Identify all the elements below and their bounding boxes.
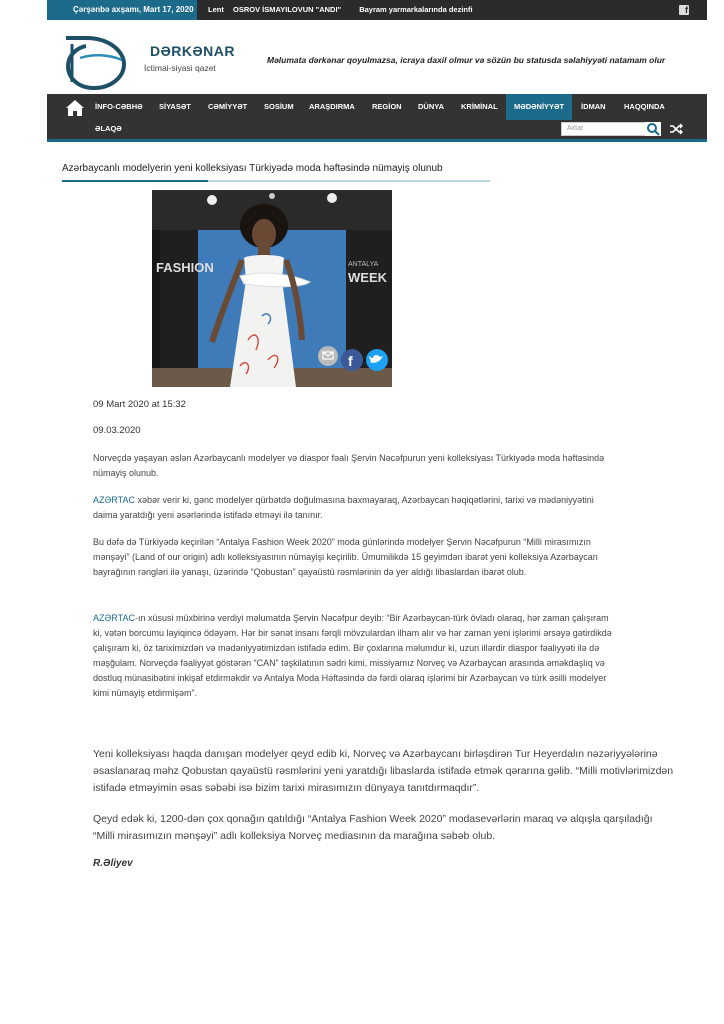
logo-icon[interactable] bbox=[62, 34, 128, 90]
top-bar bbox=[47, 0, 707, 20]
source-link[interactable]: AZƏRTAC bbox=[93, 495, 135, 505]
brand-subtitle: İctimai-siyasi qazet bbox=[144, 63, 216, 73]
paragraph: Bu dəfə də Türkiyədə keçirilən “Antalya Fashion Week 2020” moda günlərində modelyer Şervin Nəcəfpurun “Milli mirasımızın mənşəyi” (Land of our origin) adlı kolleksiyasının nümayişi keçirilib. Ümumilikdə 15 geyimdən ibarət yeni kolleksiya Azərbaycan bayrağının rəngləri ilə yanaşı, üzərində “Qobustan” qayaüstü rəsmlərinin də yer aldığı libaslardan ibarət olub. bbox=[93, 537, 598, 577]
paragraph: AZƏRTAC-ın xüsusi müxbirinə verdiyi məlumatda Şervin Nəcəfpur deyib: “Bir Azərbaycan-türk övladı olaraq, hər zaman çalışıram ki, vətən borcumu layiqincə ödəyəm. Hər bir sənət insanı fərqli mövzulardan ilham alır və hər zaman yeni işlərimi ərsəyə gətirdikdə çalışıram ki, öz tariximizdən və mədəniyyətimizdən istifadə edim. Bir çoxlarına məlumdur ki, uzun illərdir diaspor fəaliyyəti ilə də məşğulam. Norveçdə fəaliyyət göstərən “CAN” təşkilatının sədri kimi, missiyamız Norveç və Azərbaycan arasında əməkdaşlıq və dostluq münasibətini inkişaf etdirməkdir və Antalya Moda Həftəsində də fərdi olaraq işlərimi bir Azərbaycan və türk əsilli modelyer kimi nümayiş etdirmişəm”. bbox=[93, 613, 612, 698]
paragraph: Qeyd edək ki, 1200-dən çox qonağın qatıldığı “Antalya Fashion Week 2020” modasevərlərin maraq və alqışla qarşıladığı “Milli mirasımızın mənşəyi” adlı kolleksiya Norveç mediasının da marağına səbəb olub. bbox=[93, 813, 653, 842]
nav-item-elaqe[interactable]: ƏLAQƏ bbox=[95, 124, 122, 133]
title-divider bbox=[62, 180, 490, 182]
backdrop-text: WEEK bbox=[348, 270, 387, 285]
backdrop-text: ANTALYA bbox=[348, 261, 379, 268]
facebook-icon[interactable]: f bbox=[679, 5, 689, 15]
article-author: R.Əliyev bbox=[93, 858, 133, 869]
ticker-item[interactable]: Bayram yarmarkalarında dezinfi bbox=[359, 5, 473, 14]
nav-item-kriminal[interactable]: KRİMİNAL bbox=[461, 102, 498, 111]
nav-item-siyaset[interactable]: SİYASƏT bbox=[159, 102, 191, 111]
nav-item-sosium[interactable]: SOSİUM bbox=[264, 102, 294, 111]
paragraph: Norveçdə yaşayan əslən Azərbaycanlı modelyer və diaspor fəalı Şervin Nəcəfpurun yeni kolleksiyası Türkiyədə moda həftəsində nümayiş olunub. bbox=[93, 453, 605, 478]
paragraph: AZƏRTAC xəbər verir ki, gənc modelyer qürbətdə doğulmasına baxmayaraq, Azərbaycan həqiqətlərini, tarixi və mədəniyyətini daima yaratdığı yeni əsərlərində istifadə etməyi ilə tanınır. bbox=[93, 495, 594, 520]
article-date: 09.03.2020 bbox=[93, 425, 141, 436]
article-title: Azərbaycanlı modelyerin yeni kolleksiyası Türkiyədə moda həftəsində nümayiş olunub bbox=[62, 163, 443, 174]
backdrop-text: FASHION bbox=[156, 260, 214, 275]
published-datetime: 09 Mart 2020 at 15:32 bbox=[93, 399, 186, 410]
lent-label: Lent bbox=[208, 5, 224, 14]
nav-item-region[interactable]: REGİON bbox=[372, 102, 402, 111]
nav-item-info-cebhe[interactable]: İNFO-CƏBHƏ bbox=[95, 102, 143, 111]
source-link[interactable]: AZƏRTAC bbox=[93, 613, 135, 623]
shuffle-icon[interactable] bbox=[669, 122, 683, 136]
home-icon[interactable] bbox=[65, 98, 85, 118]
article-photo bbox=[152, 190, 392, 387]
paragraph: Yeni kolleksiyası haqda danışan modelyer qeyd edib ki, Norveç və Azərbaycanı birləşdirən Tur Heyerdalın nəzəriyyələrinə əsaslanaraq məhz Qobustan qayaüstü rəsmlərini yeni yaratdığı libaslarda istifadə etmək qərarına gəlib. “Milli motivlərimizdən istifadə etməyimin əsas səbəbi isə bizim tarixi mirasımızın dünyaya tanıtdırmaqdır”. bbox=[93, 748, 674, 794]
current-date: Çərşənbə axşamı, Mart 17, 2020 bbox=[47, 0, 197, 20]
nav-item-dunya[interactable]: DÜNYA bbox=[418, 102, 444, 111]
svg-text:f: f bbox=[348, 353, 353, 369]
nav-item-cemiyyet[interactable]: CƏMİYYƏT bbox=[208, 102, 248, 111]
ticker-item[interactable]: OSROV İSMAYILOVUN "ANDI" bbox=[233, 5, 342, 14]
nav-item-haqqinda[interactable]: HAQQINDA bbox=[624, 102, 665, 111]
slogan: Məlumata dərkənar qoyulmazsa, icraya daxil olmur və sözün bu statusda səlahiyyəti natamam olur bbox=[267, 55, 666, 65]
nav-item-arasdirma[interactable]: ARAŞDIRMA bbox=[309, 102, 355, 111]
nav-item-medeniyyet[interactable]: MƏDƏNİYYƏT bbox=[506, 94, 572, 120]
search-input[interactable]: Axtar bbox=[561, 122, 661, 136]
search-icon[interactable] bbox=[645, 122, 661, 136]
news-ticker bbox=[233, 0, 489, 20]
nav-item-idman[interactable]: İDMAN bbox=[581, 102, 606, 111]
brand-name[interactable]: DƏRKƏNAR bbox=[150, 43, 235, 59]
main-nav bbox=[47, 94, 707, 142]
